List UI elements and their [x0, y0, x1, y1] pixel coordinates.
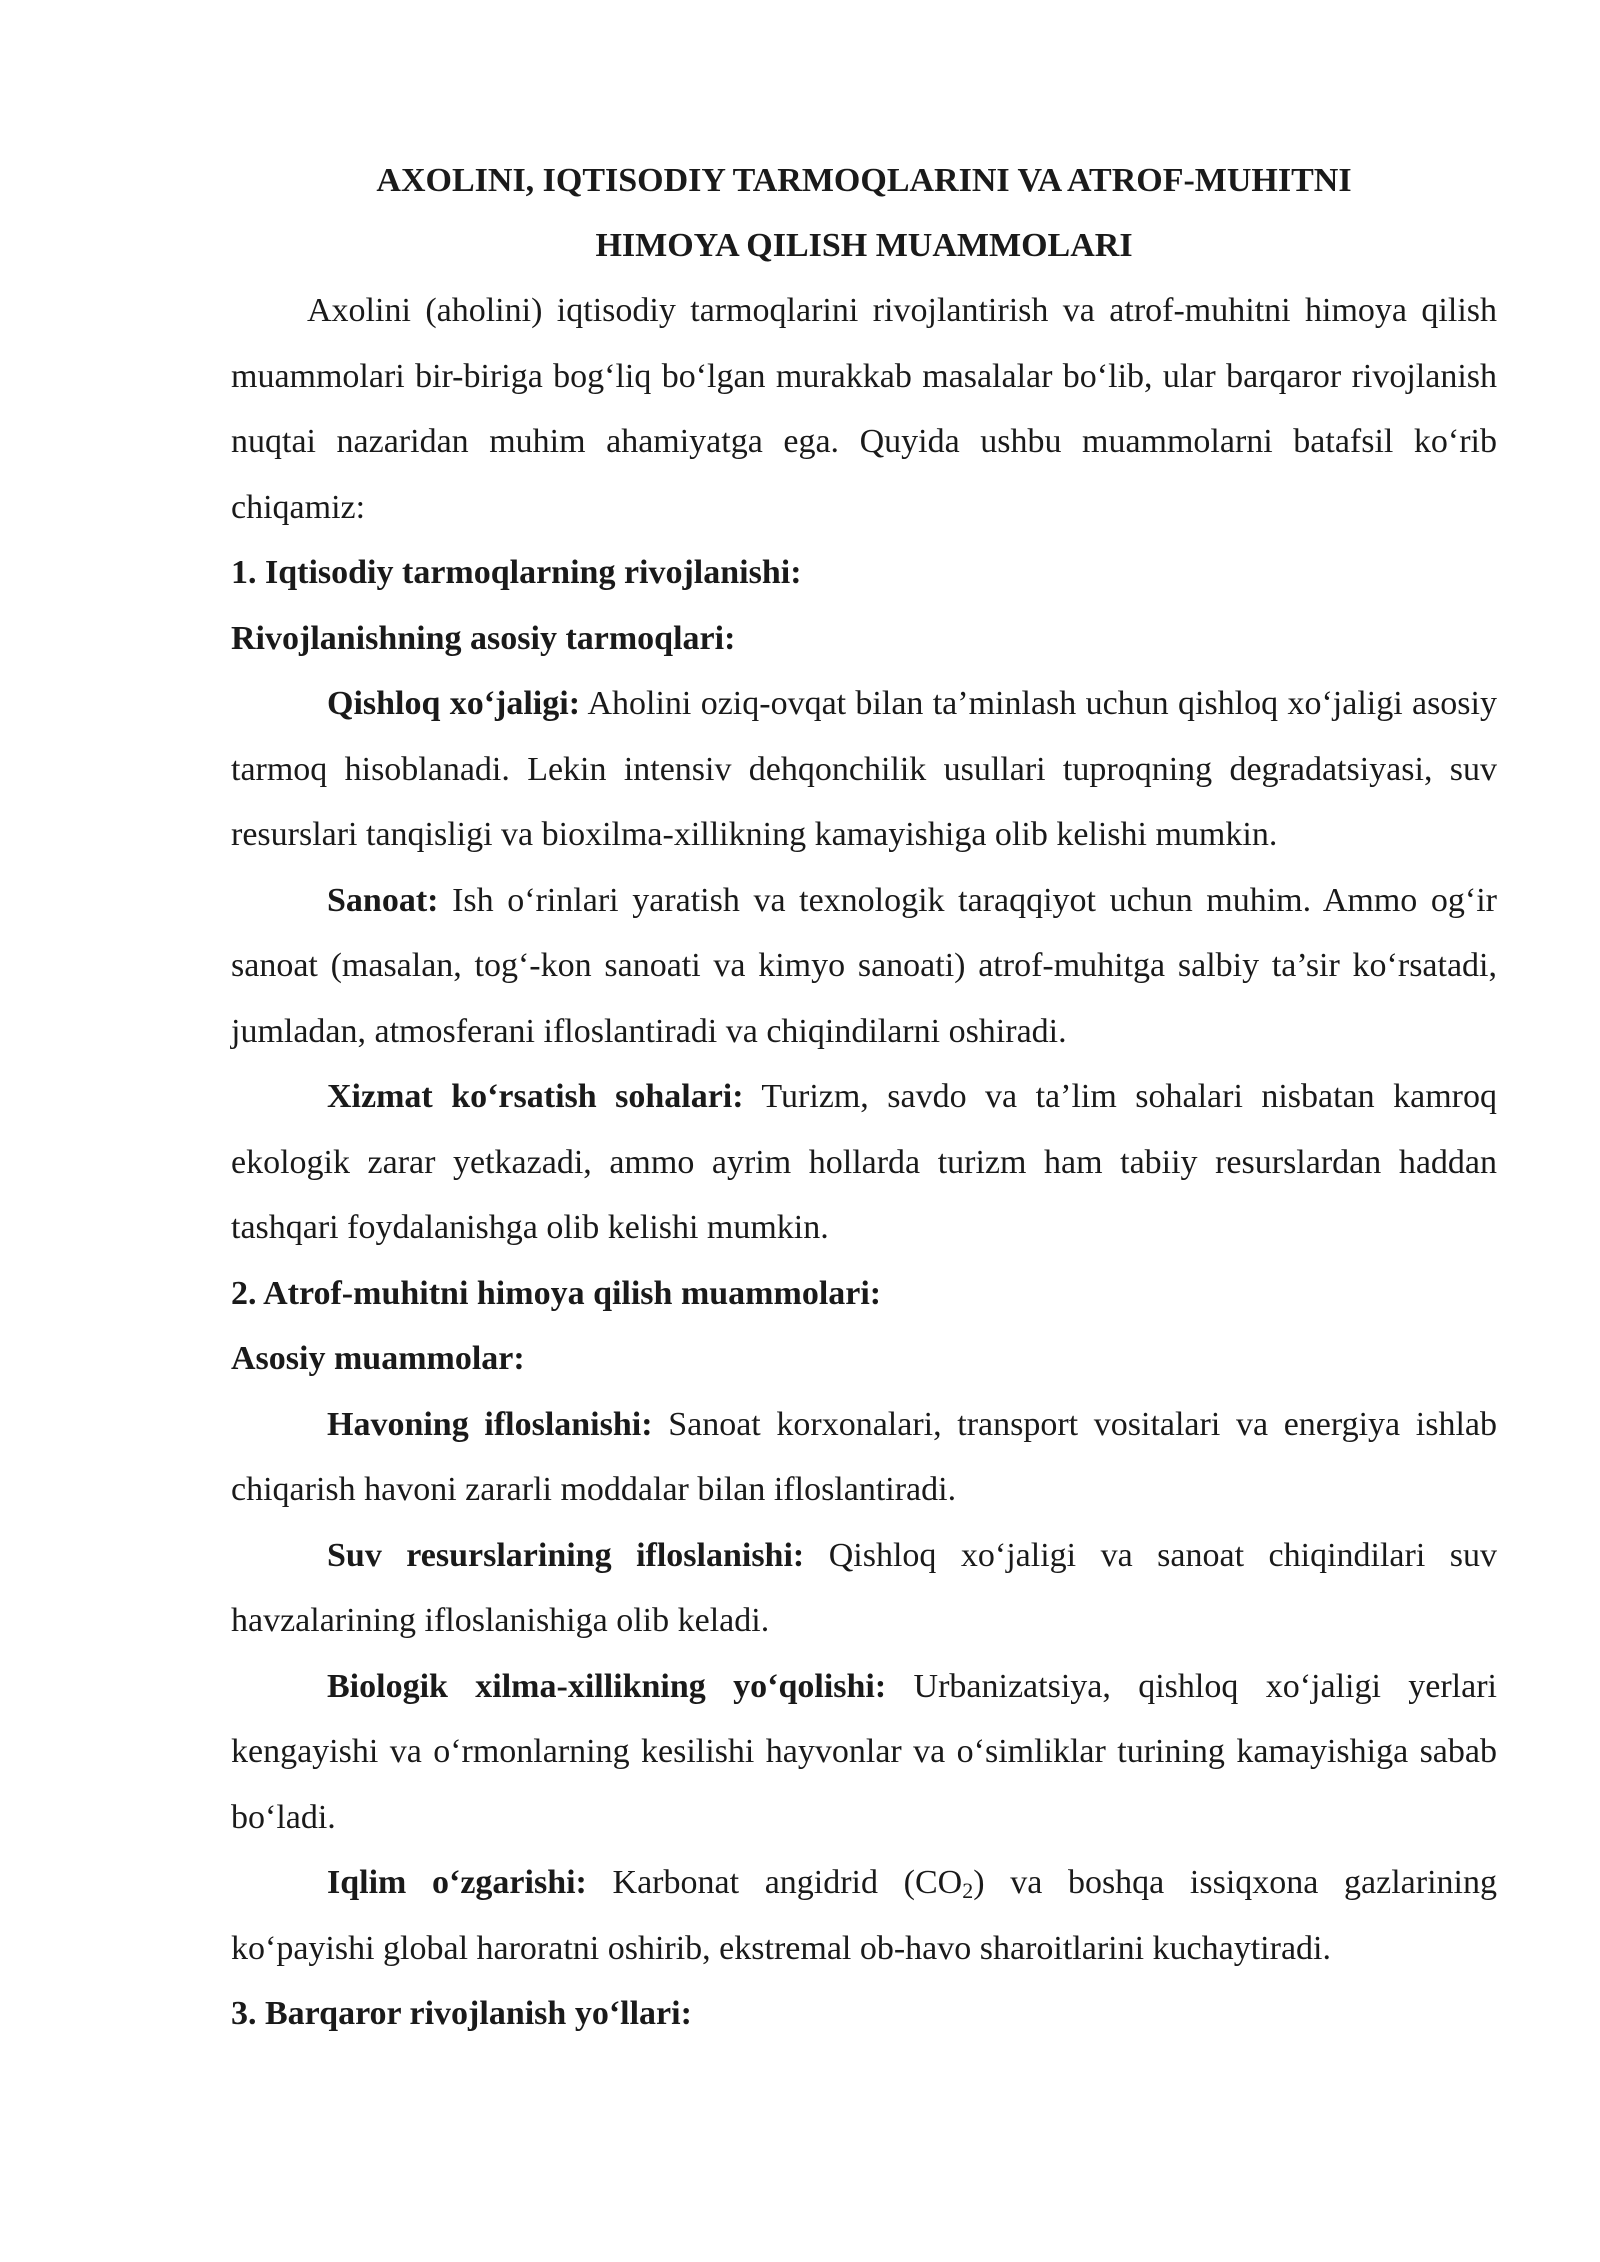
intro-paragraph: Axolini (aholini) iqtisodiy tarmoqlarini rivojlantirish va atrof-muhitni himoya qilish muammolari bir-biriga bog‘liq bo‘lgan murakkab masalalar bo‘lib, ular barqaror rivojlanish nuqtai nazaridan muhim ahamiyatga ega. Quyida ushbu muammolarni batafsil ko‘rib chiqamiz:: [231, 292, 1497, 526]
paragraph-agriculture: [231, 671, 1497, 868]
paragraph-air-pollution: [231, 1392, 1497, 1523]
paragraph-text: Qishloq xo‘jaligi va sanoat chiqindilari suv havzalarining ifloslanishiga olib keladi.: [231, 1536, 1497, 1639]
title-line-2: HIMOYA QILISH MUAMMOLARI: [595, 227, 1133, 264]
paragraph-lead: Xizmat ko‘rsatish sohalari:: [327, 1078, 744, 1115]
section-1-subheading: Rivojlanishning asosiy tarmoqlari:: [231, 619, 736, 657]
title-line-1: AXOLINI, IQTISODIY TARMOQLARINI VA ATROF-MUHITNI: [376, 162, 1352, 199]
paragraph-lead: Iqlim o‘zgarishi:: [327, 1864, 587, 1901]
paragraph-lead: Qishloq xo‘jaligi:: [327, 685, 581, 722]
paragraph-lead: Sanoat:: [327, 881, 439, 919]
paragraph-industry: [231, 868, 1497, 1065]
paragraph-text-after: ) va boshqa issiqxona gazlarining ko‘payishi global haroratni oshirib, ekstremal ob-havo sharoitlarini kuchaytiradi.: [231, 1864, 1497, 1967]
section-1-heading: 1. Iqtisodiy tarmoqlarning rivojlanishi:: [231, 554, 802, 591]
paragraph-biodiversity: [231, 1654, 1497, 1851]
paragraph-text: Aholini oziq-ovqat bilan ta’minlash uchun qishloq xo‘jaligi asosiy tarmoq hisoblanadi. Lekin intensiv dehqonchilik usullari tuproqning degradatsiyasi, suv resurslari tanqisligi va bioxilma-xillikning kamayishiga olib kelishi mumkin.: [231, 685, 1497, 853]
paragraph-services: [231, 1064, 1497, 1261]
section-3-heading: 3. Barqaror rivojlanish yo‘llari:: [231, 1995, 692, 2032]
paragraph-lead: Havoning ifloslanishi:: [327, 1405, 653, 1443]
document-page: [231, 148, 1497, 2047]
section-2-subheading: Asosiy muammolar:: [231, 1340, 525, 1377]
paragraph-text: Turizm, savdo va ta’lim sohalari nisbatan kamroq ekologik zarar yetkazadi, ammo ayrim hollarda turizm ham tabiiy resurslardan haddan tashqari foydalanishga olib kelishi mumkin.: [231, 1078, 1497, 1246]
paragraph-climate-change: [231, 1850, 1497, 1981]
paragraph-text: Sanoat korxonalari, transport vositalari va energiya ishlab chiqarish havoni zararli moddalar bilan ifloslantiradi.: [231, 1405, 1497, 1508]
section-2-heading: 2. Atrof-muhitni himoya qilish muammolari:: [231, 1274, 882, 1312]
paragraph-text-before: Karbonat angidrid (CO: [586, 1864, 963, 1901]
paragraph-water-pollution: [231, 1523, 1497, 1654]
paragraph-lead: Suv resurslarining ifloslanishi:: [327, 1536, 805, 1574]
paragraph-lead: Biologik xilma-xillikning yo‘qolishi:: [327, 1667, 887, 1705]
paragraph-text: Ish o‘rinlari yaratish va texnologik taraqqiyot uchun muhim. Ammo og‘ir sanoat (masalan, tog‘-kon sanoati va kimyo sanoati) atrof-muhitga salbiy ta’sir ko‘rsatadi, jumladan, atmosferani ifloslantiradi va chiqindilarni oshiradi.: [231, 881, 1497, 1050]
paragraph-text: Urbanizatsiya, qishloq xo‘jaligi yerlari kengayishi va o‘rmonlarning kesilishi hayvonlar va o‘simliklar turining kamayishiga sabab bo‘ladi.: [231, 1667, 1497, 1836]
co2-subscript: 2: [962, 1878, 974, 1903]
document-title: [231, 148, 1497, 278]
